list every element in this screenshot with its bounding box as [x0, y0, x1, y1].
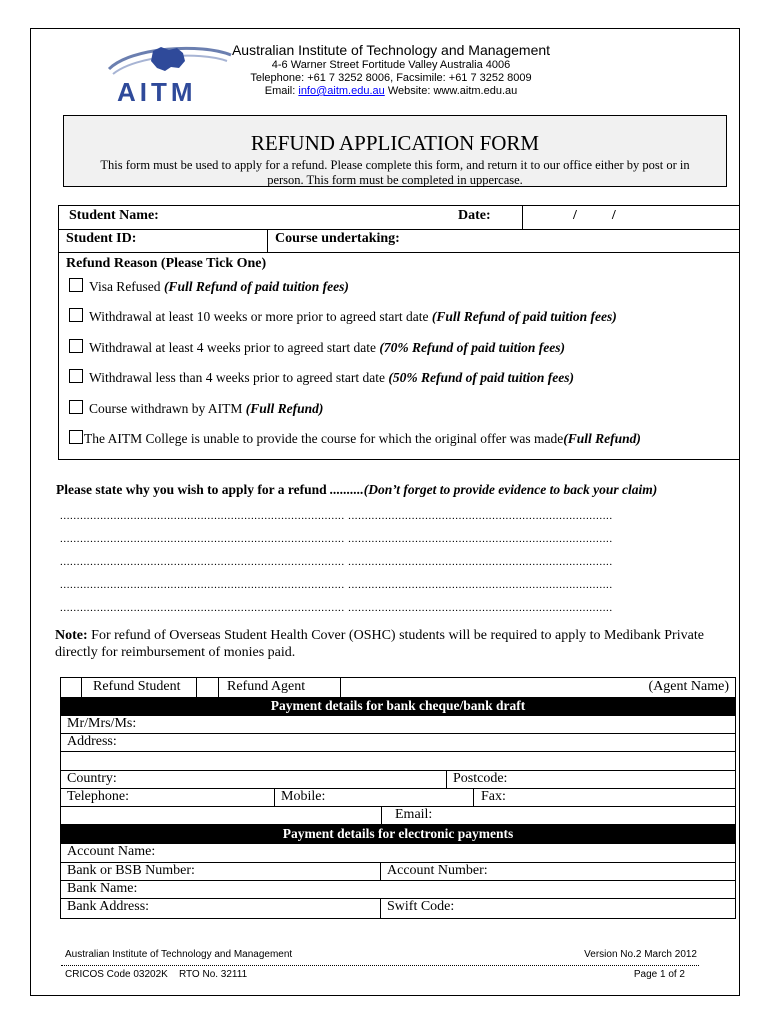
answer-line[interactable]: ..................................................................................... ............................................................................... [60, 602, 613, 614]
student-details-box [58, 205, 740, 460]
course-label: Course undertaking: [275, 231, 400, 246]
email-link[interactable]: info@aitm.edu.au [298, 85, 385, 97]
title-box [63, 115, 727, 187]
cheque-heading: Payment details for bank cheque/bank draft [61, 697, 735, 716]
address-field-row[interactable]: Address: [61, 733, 735, 771]
checkbox[interactable] [69, 339, 83, 353]
footer-cricos: CRICOS Code 03202K RTO No. 32111 [65, 969, 248, 980]
reason-option[interactable]: Course withdrawn by AITM (Full Refund) [69, 400, 323, 417]
answer-line[interactable]: ..................................................................................... ............................................................................... [60, 579, 613, 591]
org-address: 4-6 Warner Street Fortitude Valley Australia 4006 [271, 59, 511, 71]
page-title: REFUND APPLICATION FORM [250, 131, 540, 155]
payment-table [60, 677, 736, 919]
footer-page-number: Page 1 of 2 [633, 969, 685, 980]
agent-name-label: (Agent Name) [648, 679, 729, 694]
checkbox[interactable] [69, 308, 83, 322]
bank-name-row[interactable]: Bank Name: [61, 880, 735, 899]
checkbox[interactable] [69, 278, 83, 292]
bank-address-row[interactable]: Bank Address: Swift Code: [61, 898, 735, 918]
phone-row[interactable]: Telephone: Mobile: Fax: [61, 788, 735, 807]
org-phone: Telephone: +61 7 3252 8006, Facsimile: +61 7 3252 8009 [250, 72, 532, 84]
checkbox[interactable] [69, 430, 83, 444]
account-name-row[interactable]: Account Name: [61, 843, 735, 863]
reason-option[interactable]: Withdrawal less than 4 weeks prior to agreed start date (50% Refund of paid tuition fees) [69, 369, 574, 386]
refund-student-option[interactable]: Refund Student [93, 679, 181, 694]
email-row[interactable]: Email: [61, 806, 735, 825]
id-row [59, 229, 739, 253]
reason-option[interactable]: The AITM College is unable to provide the course for which the original offer was made(Full Refund) [69, 430, 641, 447]
org-header [206, 42, 576, 98]
student-id-label: Student ID: [66, 231, 137, 246]
bsb-row[interactable]: Bank or BSB Number: Account Number: [61, 862, 735, 881]
oshc-note: Note: For refund of Overseas Student Health Cover (OSHC) students will be required to apply to Medibank Private directly for reimbursement of monies paid. [55, 628, 704, 660]
reason-option[interactable]: Withdrawal at least 4 weeks prior to agreed start date (70% Refund of paid tuition fees) [69, 339, 565, 356]
date-separators: / / [573, 208, 616, 223]
footer-divider [61, 965, 699, 966]
student-name-label: Student Name: [69, 208, 159, 223]
reason-option[interactable]: Withdrawal at least 10 weeks or more prior to agreed start date (Full Refund of paid tuition fees) [69, 308, 617, 325]
refund-reason-prompt: Please state why you wish to apply for a refund ..........(Don’t forget to provide evidence to back your claim) [56, 482, 658, 497]
logo-text: AITM [117, 77, 197, 107]
answer-line[interactable]: ..................................................................................... ............................................................................... [60, 510, 613, 522]
answer-line[interactable]: ..................................................................................... ............................................................................... [60, 533, 613, 545]
org-name: Australian Institute of Technology and Management [231, 42, 551, 58]
form-instructions: This form must be used to apply for a refund. Please complete this form, and return it to our office either by post or in person. This form must be completed in uppercase. [100, 158, 690, 187]
reason-option[interactable]: Visa Refused (Full Refund of paid tuition fees) [69, 278, 349, 295]
answer-line[interactable]: ..................................................................................... ............................................................................... [60, 556, 613, 568]
refund-recipient-row [61, 678, 735, 698]
checkbox[interactable] [69, 400, 83, 414]
name-row [59, 206, 739, 230]
date-label: Date: [458, 208, 491, 223]
org-contact: Email: info@aitm.edu.au Website: www.aitm.edu.au [264, 85, 518, 97]
name-field-row[interactable]: Mr/Mrs/Ms: [61, 715, 735, 734]
refund-agent-option[interactable]: Refund Agent [227, 679, 306, 694]
electronic-heading: Payment details for electronic payments [61, 824, 735, 844]
form-page [30, 28, 740, 996]
footer-version: Version No.2 March 2012 [584, 949, 697, 960]
refund-reason-label: Refund Reason (Please Tick One) [66, 256, 267, 271]
country-row[interactable]: Country: Postcode: [61, 770, 735, 789]
footer-org: Australian Institute of Technology and Management [65, 949, 293, 960]
checkbox[interactable] [69, 369, 83, 383]
